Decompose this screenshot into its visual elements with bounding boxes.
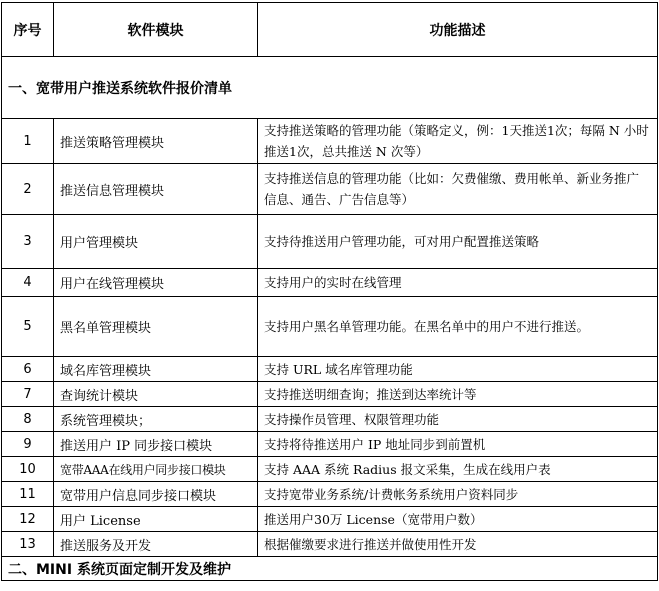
row-module: 推送信息管理模块 <box>54 164 258 215</box>
section-title-1: 一、宽带用户推送系统软件报价清单 <box>2 57 658 119</box>
section-row <box>2 557 658 581</box>
header-no: 序号 <box>2 3 54 57</box>
row-desc: 支持推送信息的管理功能（比如：欠费催缴、费用帐单、新业务推广信息、通告、广告信息等） <box>258 164 658 215</box>
row-desc: 支持操作员管理、权限管理功能 <box>258 407 658 432</box>
row-desc: 支持推送明细查询；推送到达率统计等 <box>258 382 658 407</box>
row-module: 用户 License <box>54 507 258 532</box>
row-no: 3 <box>2 215 54 269</box>
row-desc: 根据催缴要求进行推送并做使用性开发 <box>258 532 658 557</box>
row-no: 12 <box>2 507 54 532</box>
row-desc: 支持宽带业务系统/计费帐务系统用户资料同步 <box>258 482 658 507</box>
row-no: 7 <box>2 382 54 407</box>
row-no: 8 <box>2 407 54 432</box>
row-desc: 推送用户30万 License（宽带用户数） <box>258 507 658 532</box>
row-no: 6 <box>2 357 54 382</box>
section-title-2: 二、MINI 系统页面定制开发及维护 <box>2 557 658 581</box>
table-row <box>2 269 658 297</box>
table-row <box>2 482 658 507</box>
header-desc: 功能描述 <box>258 3 658 57</box>
table-row <box>2 532 658 557</box>
row-desc: 支持 AAA 系统 Radius 报文采集，生成在线用户表 <box>258 457 658 482</box>
row-module: 黑名单管理模块 <box>54 297 258 357</box>
table-row <box>2 457 658 482</box>
row-desc: 支持 URL 域名库管理功能 <box>258 357 658 382</box>
header-row <box>2 3 658 57</box>
row-no: 13 <box>2 532 54 557</box>
table-row <box>2 164 658 215</box>
row-module: 域名库管理模块 <box>54 357 258 382</box>
row-desc: 支持用户黑名单管理功能。在黑名单中的用户不进行推送。 <box>258 297 658 357</box>
quote-table <box>1 2 658 581</box>
row-no: 2 <box>2 164 54 215</box>
row-no: 11 <box>2 482 54 507</box>
row-module: 查询统计模块 <box>54 382 258 407</box>
row-no: 5 <box>2 297 54 357</box>
table-row <box>2 432 658 457</box>
row-module: 推送服务及开发 <box>54 532 258 557</box>
row-module: 推送用户 IP 同步接口模块 <box>54 432 258 457</box>
table-row <box>2 119 658 164</box>
row-no: 9 <box>2 432 54 457</box>
row-desc: 支持待推送用户管理功能，可对用户配置推送策略 <box>258 215 658 269</box>
row-module: 宽带用户信息同步接口模块 <box>54 482 258 507</box>
table-row <box>2 297 658 357</box>
row-module: 宽带AAA在线用户同步接口模块 <box>54 457 258 482</box>
row-desc: 支持用户的实时在线管理 <box>258 269 658 297</box>
row-desc: 支持推送策略的管理功能（策略定义，例：1天推送1次；每隔 N 小时推送1次，总共推送 N 次等） <box>258 119 658 164</box>
row-desc: 支持将待推送用户 IP 地址同步到前置机 <box>258 432 658 457</box>
table-row <box>2 382 658 407</box>
table-row <box>2 215 658 269</box>
table-row <box>2 357 658 382</box>
section-row <box>2 57 658 119</box>
row-no: 4 <box>2 269 54 297</box>
row-module: 用户管理模块 <box>54 215 258 269</box>
header-module: 软件模块 <box>54 3 258 57</box>
row-module: 用户在线管理模块 <box>54 269 258 297</box>
table-row <box>2 507 658 532</box>
row-module: 系统管理模块； <box>54 407 258 432</box>
table-row <box>2 407 658 432</box>
row-module: 推送策略管理模块 <box>54 119 258 164</box>
row-no: 10 <box>2 457 54 482</box>
row-no: 1 <box>2 119 54 164</box>
